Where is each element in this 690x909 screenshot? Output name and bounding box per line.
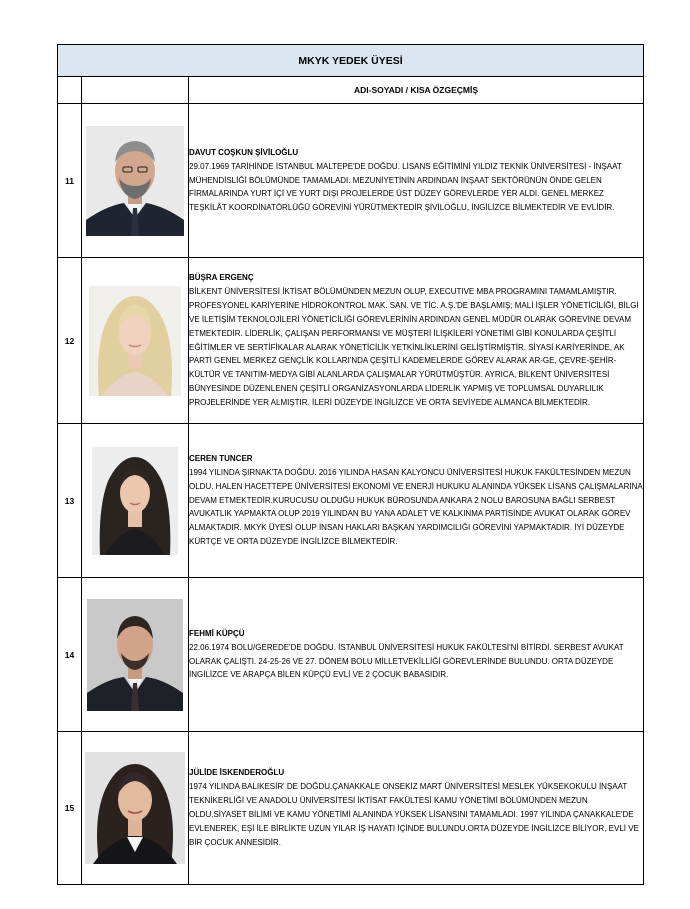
member-bio: BİLKENT ÜNİVERSİTESİ İKTİSAT BÖLÜMÜNDEN MEZUN OLUP, EXECUTIVE MBA PROGRAMINI TAMAMLAMIŞTIR. PROFESYONEL KARİYERİNE HİDROKONTROL MAK. SAN. VE TİC. A.Ş.'DE BAŞLAMIŞ; MALİ İŞLER YÖNETİCİLİĞİ, BİLGİ VE İLETİŞİM TEKNOLOJİLERİ YÖNETİCİLİĞİ GÖREVLERİNİN ARDINDAN GENEL MÜDÜR OLARAK GÖREVİNE DEVAM ETMEKTEDİR. LİDERLİK, ÇALIŞAN PERFORMANSI VE MÜŞTERİ İLİŞKİLERİ YÖNETİMİ GİBİ KONULARDA ÇEŞİTLİ EĞİTİMLER VE SERTİFİKALAR ALARAK YÖNETİCİLİK YETKİNLİKLERİNİ GELİŞTİRMİŞTİR. SİYASİ KARİYERİNDE, AK PARTİ GENEL MERKEZ GENÇLİK KOLLARI'NDA ÇEŞİTLİ KADEMELERDE GÖREV ALARAK AR-GE, ÇEVRE-ŞEHİR-KÜLTÜR VE TANITIM-MEDYA GİBİ ALANLARDA ÇALIŞMALAR YÜRÜTMÜŞTÜR. AYRICA, BİLKENT ÜNİVERSİTESİ BÜNYESİNDE DÜZENLENEN ÇEŞİTLİ ORGANİZASYONLARDA LİDERLİK YAPMIŞ VE TOPLUMSAL DUYARLILIK PROJELERİNDE YER ALMIŞTIR. İLERİ DÜZEYDE İNGİLİZCE VE ORTA SEVİYEDE ALMANCA BİLMEKTEDİR. (189, 286, 639, 408)
member-number: 15 (58, 732, 82, 885)
member-photo-cell (82, 258, 189, 424)
member-name: JÜLİDE İSKENDEROĞLU (189, 768, 285, 778)
member-photo-cell (82, 424, 189, 578)
table-row (58, 732, 644, 885)
member-bio-cell (189, 424, 644, 578)
table-row (58, 104, 644, 258)
member-name: CEREN TUNCER (189, 453, 253, 463)
member-bio: 1974 YILINDA BALIKESİR' DE DOĞDU.ÇANAKKALE ONSEKİZ MART ÜNİVERSİTESİ MESLEK YÜKSEKOKULU İNŞAAT TEKNİKERLİĞİ VE ANADOLU ÜNİVERSİTESİ İKTİSAT FAKÜLTESİ KAMU YÖNETİMİ BÖLÜMÜNDEN MEZUN OLDU.SİYASET BİLİMİ VE KAMU YÖNETİMİ ALANINDA YÜKSEK LİSANSINI TAMAMLADI. 1997 YILINDA ÇANAKKALE'DE EVLENEREK, EŞİ İLE BİRLİKTE UZUN YILAR İŞ HAYATI İÇİNDE BULUNDU.ORTA DÜZEYDE İNGİLİZCE BİLİYOR, EVLİ VE BİR ÇOCUK ANNESİDİR. (189, 782, 639, 847)
member-bio: 1994 YILINDA ŞIRNAK'TA DOĞDU. 2016 YILINDA HASAN KALYONCU ÜNİVERSİTESİ HUKUK FAKÜLTESİNDEN MEZUN OLDU. HALEN HACETTEPE ÜNİVERSİTESİ EKONOMİ VE ENERJİ HUKUKU ALANINDA YÜKSEK LİSANS ÇALIŞMALARINA DEVAM ETMEKTEDİR.KURUCUSU OLDUĞU HUKUK BÜROSUNDA ANKARA 2 NOLU BAROSUNA BAĞLI SERBEST AVUKATLIK YAPMAKTA OLUP 2019 YILINDAN BU YANA ADALET VE KALKINMA PARTİSİNDE AVUKAT OLARAK GÖREV ALMAKTADIR. MKYK ÜYESİ OLUP İNSAN HAKLARI BAŞKAN YARDIMCILIĞI GÖREVİNİ YAPMAKTADIR. İYİ DÜZEYDE KÜRTÇE VE ORTA DÜZEYDE İNGİLİZCE BİLMEKTEDİR. (189, 467, 643, 547)
member-photo-cell (82, 104, 189, 258)
member-name: DAVUT COŞKUN ŞİVİLOĞLU (189, 147, 299, 157)
member-number: 11 (58, 104, 82, 258)
member-photo (89, 286, 181, 396)
table-row (58, 578, 644, 732)
members-table (57, 44, 644, 885)
table-row (58, 424, 644, 578)
member-name: FEHMİ KÜPÇÜ (189, 628, 245, 638)
header-number-cell (58, 77, 82, 104)
table-title: MKYK YEDEK ÜYESİ (58, 45, 644, 77)
member-bio-cell (189, 732, 644, 885)
table-header-row (58, 77, 644, 104)
member-photo-cell (82, 732, 189, 885)
member-bio: 29.07.1969 TARİHİNDE İSTANBUL MALTEPE'DE DOĞDU. LİSANS EĞİTİMİNİ YILDIZ TEKNİK ÜNİVERSİTESİ - İNŞAAT MÜHENDİSLİĞİ BÖLÜMÜNDE TAMAMLADI. MEZUNİYETİNİN ARDINDAN İNŞAAT SEKTÖRÜNÜN ÖNDE GELEN FİRMALARINDA YURT İÇİ VE YURT DIŞI PROJELERDE ÜST DÜZEY GÖREVLERDE YER ALDI. GENEL MERKEZ TEŞKİLÂT KOORDİNATÖRLÜĞÜ GÖREVİNİ YÜRÜTMEKTEDİR ŞİVİLOĞLU, İNGİLİZCE BİLMEKTEDİR VE EVLİDİR. (189, 161, 622, 213)
member-photo (86, 126, 184, 236)
member-photo (87, 599, 183, 711)
member-bio-cell (189, 104, 644, 258)
member-number: 13 (58, 424, 82, 578)
column-header: ADI-SOYADI / KISA ÖZGEÇMİŞ (189, 77, 644, 104)
member-photo (85, 752, 185, 864)
member-number: 12 (58, 258, 82, 424)
member-bio: 22.06.1974 BOLU/GEREDE'DE DOĞDU. İSTANBUL ÜNİVERSİTESİ HUKUK FAKÜLTESİ'Nİ BİTİRDİ. SERBEST AVUKAT OLARAK ÇALIŞTI. 24-25-26 VE 27. DÖNEM BOLU MİLLETVEKİLLİĞİ GÖREVLERİNDE BULUNDU. ORTA DÜZEYDE İNGİLİZCE VE ARAPÇA BİLEN KÜPÇÜ EVLİ VE 2 ÇOCUK BABASIDIR. (189, 642, 624, 680)
table-row (58, 258, 644, 424)
header-photo-cell (82, 77, 189, 104)
member-bio-cell (189, 258, 644, 424)
member-photo-cell (82, 578, 189, 732)
member-photo (92, 447, 178, 555)
table-title-row (58, 45, 644, 77)
member-bio-cell (189, 578, 644, 732)
member-name: BÜŞRA ERGENÇ (189, 272, 254, 282)
member-number: 14 (58, 578, 82, 732)
